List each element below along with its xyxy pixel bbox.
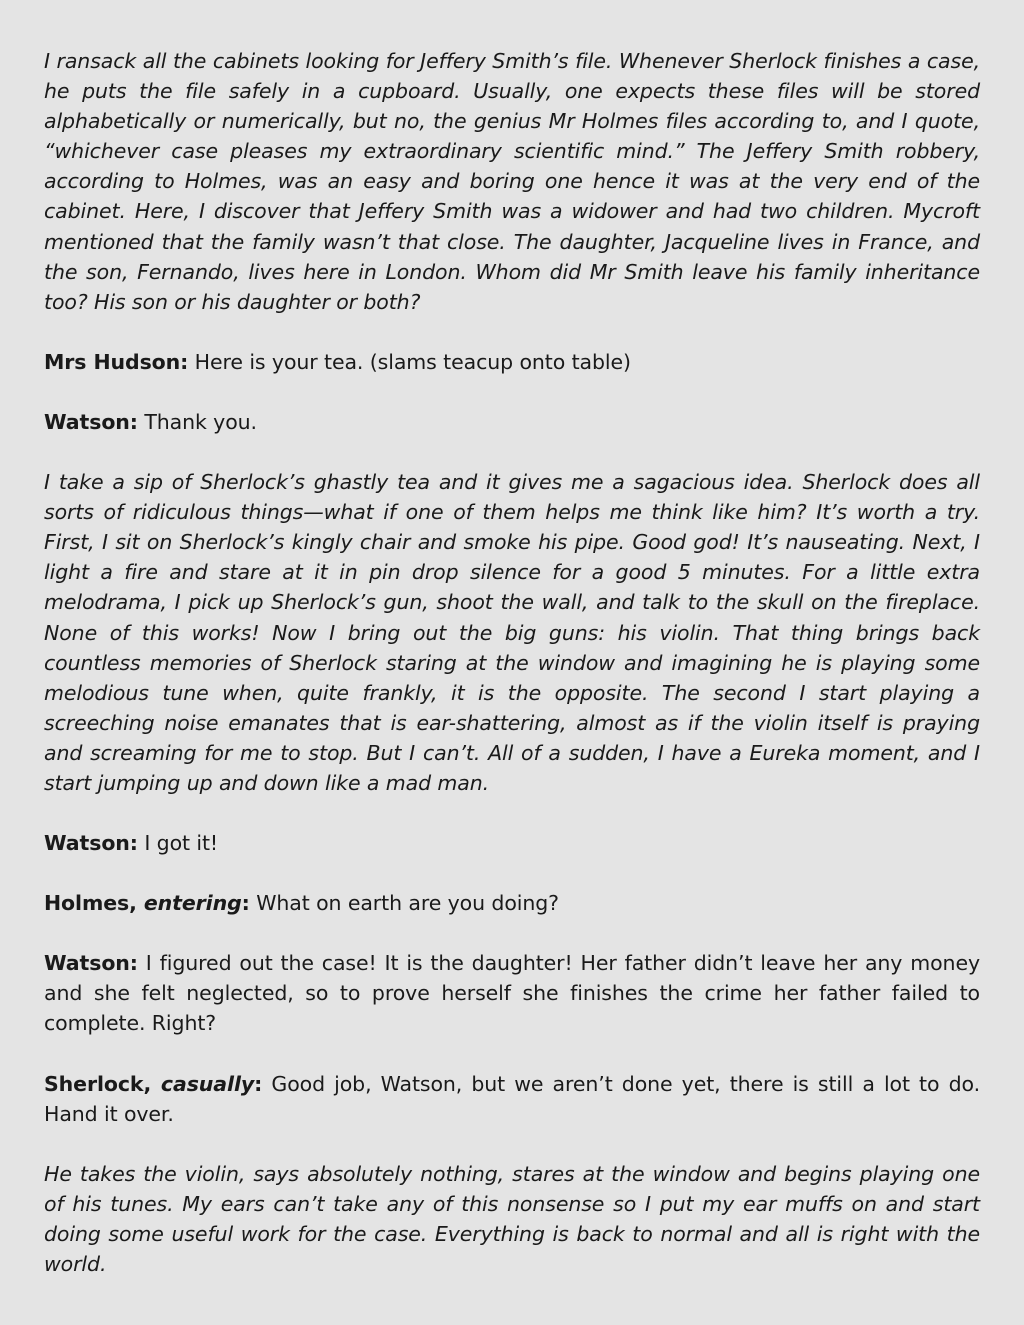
dialogue-line-watson-got-it — [44, 828, 980, 858]
paragraph-spacer — [44, 1039, 980, 1069]
stage-direction: casually — [160, 1071, 255, 1096]
dialogue-line-sherlock-casually — [44, 1069, 980, 1129]
dialogue-text: I figured out the case! It is the daughter! Her father didn’t leave her any money and she felt neglected, so to prove herself she finishes the crime her father failed to complete. Right? — [44, 951, 980, 1036]
dialogue-line-watson-thanks — [44, 407, 980, 437]
paragraph-spacer — [44, 1129, 980, 1159]
dialogue-text: Thank you. — [137, 409, 257, 434]
speaker-name: Sherlock, — [44, 1071, 161, 1096]
dialogue-line-holmes-entering — [44, 888, 980, 918]
speaker-name: Watson: — [44, 831, 138, 856]
dialogue-text: What on earth are you doing? — [249, 891, 559, 916]
paragraph-spacer — [44, 377, 980, 407]
dialogue-line-mrs-hudson — [44, 347, 980, 377]
speaker-colon: : — [254, 1071, 263, 1096]
narration-paragraph-tea: I take a sip of Sherlock’s ghastly tea and it gives me a sagacious idea. Sherlock does all sorts of ridiculous things—what if one of them helps me think like him? It’s worth a try. First, I sit on Sherlock’s kingly chair and smoke his pipe. Good god! It’s nauseating. Next, I light a fire and stare at it in pin drop silence for a good 5 minutes. For a little extra melodrama, I pick up Sherlock’s gun, shoot the wall, and talk to the skull on the fireplace. None of this works! Now I bring out the big guns: his violin. That thing brings back countless memories of Sherlock staring at the window and imagining he is playing some melodious tune when, quite frankly, it is the opposite. The second I start playing a screeching noise emanates that is ear-shattering, almost as if the violin itself is praying and screaming for me to stop. But I can’t. All of a sudden, I have a Eureka moment, and I start jumping up and down like a mad man. — [44, 470, 980, 795]
speaker-colon: : — [241, 891, 250, 916]
paragraph-spacer — [44, 858, 980, 888]
speaker-name: Watson: — [44, 409, 138, 434]
paragraph-spacer — [44, 437, 980, 467]
dialogue-text: Good job, Watson, but we aren’t done yet, there is still a lot to do. Hand it over. — [44, 1071, 980, 1126]
dialogue-text: Here is your tea. (slams teacup onto table) — [188, 349, 631, 374]
speaker-name: Holmes, — [44, 891, 144, 916]
paragraph-spacer — [44, 798, 980, 828]
narration-paragraph-ransack: I ransack all the cabinets looking for Jeffery Smith’s file. Whenever Sherlock finishes a case, he puts the file safely in a cupboard. Usually, one expects these files will be stored alphabetically or numerically, but no, the genius Mr Holmes files according to, and I quote, “whichever case pleases my extraordinary scientific mind.” The Jeffery Smith robbery, according to Holmes, was an easy and boring one hence it was at the very end of the cabinet. Here, I discover that Jeffery Smith was a widower and had two children. Mycroft mentioned that the family wasn’t that close. The daughter, Jacqueline lives in France, and the son, Fernando, lives here in London. Whom did Mr Smith leave his family inheritance too? His son or his daughter or both? — [44, 49, 980, 314]
narration-paragraph-violin: He takes the violin, says absolutely nothing, stares at the window and begins playing one of his tunes. My ears can’t take any of this nonsense so I put my ear muffs on and start doing some useful work for the case. Everything is back to normal and all is right with the world. — [44, 1161, 980, 1276]
speaker-name: Mrs Hudson: — [44, 349, 189, 374]
speaker-name: Watson: — [44, 951, 138, 976]
paragraph-spacer — [44, 317, 980, 347]
stage-direction: entering — [143, 891, 242, 916]
document-page — [44, 46, 980, 1279]
dialogue-line-watson-figured — [44, 948, 980, 1038]
dialogue-text: I got it! — [137, 831, 219, 856]
paragraph-spacer — [44, 918, 980, 948]
